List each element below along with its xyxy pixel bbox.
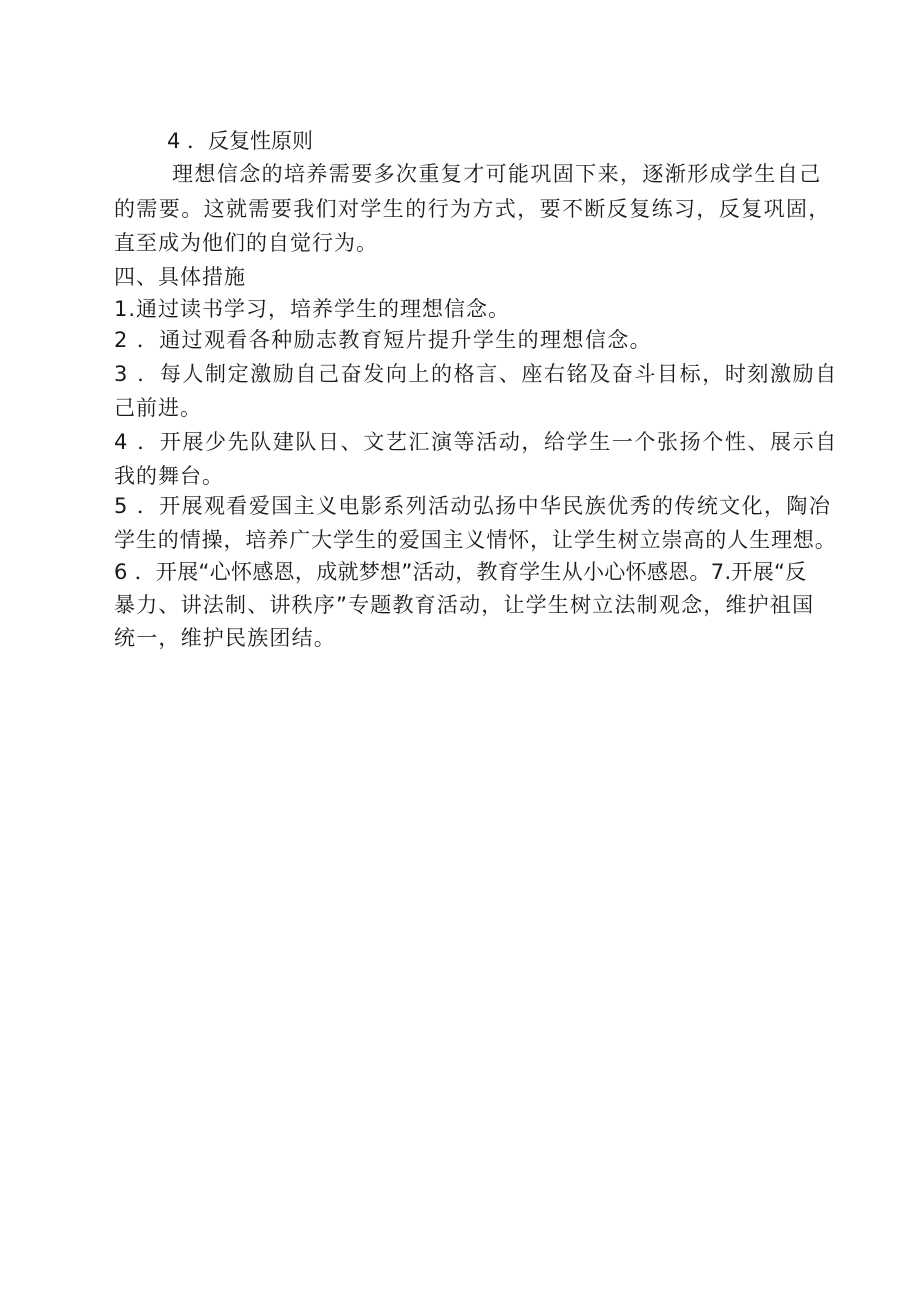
- measure-item-3: 3 ．每人制定激励自己奋发向上的格言、座右铭及奋斗目标，时刻激励自: [114, 362, 838, 386]
- measure-item-3-cont: 己前进。: [114, 396, 202, 420]
- measure-item-1: 1.通过读书学习，培养学生的理想信念。: [114, 297, 511, 321]
- paragraph-line: 理想信念的培养需要多次重复才可能巩固下来，逐渐形成学生自己: [172, 162, 822, 186]
- paragraph-line: 的需要。这就需要我们对学生的行为方式，要不断反复练习，反复巩固，: [114, 197, 831, 221]
- measure-item-4: 4 ．开展少先队建队日、文艺汇演等活动，给学生一个张扬个性、展示自: [114, 430, 838, 454]
- principle-4-heading: 4 ．反复性原则: [167, 129, 314, 153]
- section-heading: 四、具体措施: [114, 265, 246, 289]
- measure-item-4-cont: 我的舞台。: [114, 464, 224, 488]
- measure-item-6: 6 ．开展“心怀感恩，成就梦想”活动，教育学生从小心怀感恩。7.开展“反: [114, 560, 807, 584]
- measure-item-2: 2 ．通过观看各种励志教育短片提升学生的理想信念。: [114, 328, 653, 352]
- measure-item-5: 5 ．开展观看爱国主义电影系列活动弘扬中华民族优秀的传统文化，陶冶: [114, 494, 832, 518]
- measure-item-5-cont: 学生的情操，培养广大学生的爱国主义情怀，让学生树立崇高的人生理想。: [114, 528, 837, 552]
- measure-item-7-end: 统一，维护民族团结。: [114, 626, 336, 650]
- paragraph-line: 直至成为他们的自觉行为。: [114, 231, 378, 255]
- measure-item-7-cont: 暴力、讲法制、讲秩序”专题教育活动，让学生树立法制观念，维护祖国: [114, 593, 815, 617]
